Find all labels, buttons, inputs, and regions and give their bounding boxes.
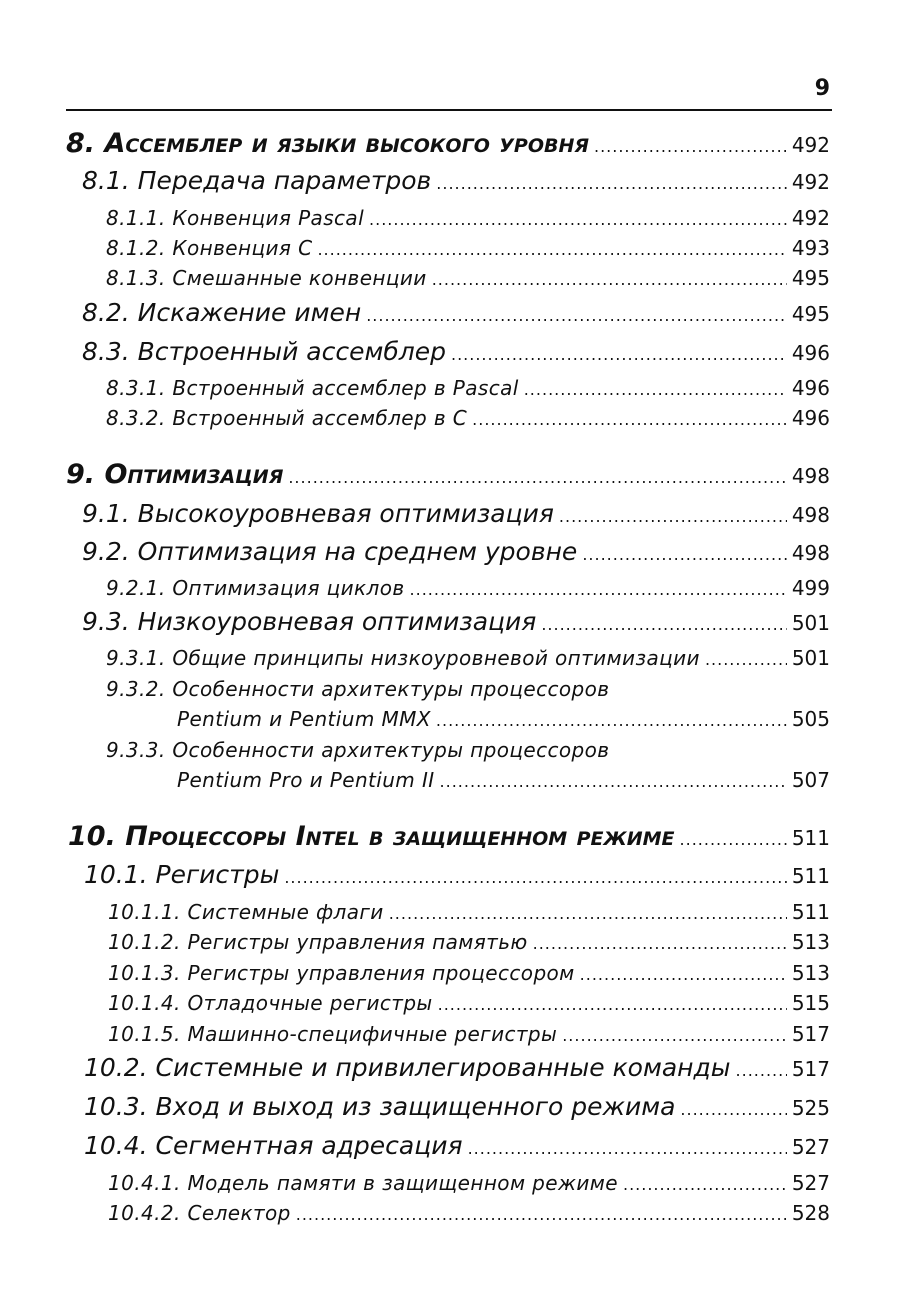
- section-title: 9.3. Низкоуровневая оптимизация: [82, 607, 537, 636]
- page-ref: 501: [791, 646, 830, 670]
- dot-leader: [524, 380, 787, 399]
- dot-leader: [432, 270, 787, 289]
- toc-chapter-8[interactable]: [66, 128, 830, 159]
- section-title: 10.4. Сегментная адресация: [84, 1131, 463, 1160]
- page-ref: 492: [791, 133, 830, 157]
- dot-leader: [366, 306, 787, 325]
- subsection-title: 8.1.2. Конвенция C: [106, 236, 313, 260]
- dot-leader: [580, 965, 787, 984]
- toc-subsection-9-3-3[interactable]: [177, 768, 830, 792]
- subsection-title: 9.3.1. Общие принципы низкоуровневой оптимизации: [106, 646, 700, 670]
- toc-subsection-9-2-1[interactable]: [106, 576, 830, 600]
- section-title: 8.3. Встроенный ассемблер: [82, 337, 446, 366]
- section-title: 10.2. Системные и привилегированные команды: [84, 1053, 731, 1082]
- chapter-title: Процессоры Intel в защищенном режиме: [125, 821, 675, 852]
- toc-chapter-10[interactable]: [68, 821, 830, 852]
- page-ref: 495: [791, 302, 830, 326]
- page-ref: 492: [791, 206, 830, 230]
- dot-leader: [451, 345, 787, 364]
- chapter-number: 9.: [66, 459, 96, 490]
- page-ref: 496: [791, 376, 830, 400]
- dot-leader: [582, 545, 787, 564]
- page-ref: 527: [791, 1171, 830, 1195]
- dot-leader: [389, 904, 787, 923]
- toc-section-10-4[interactable]: [84, 1131, 830, 1160]
- page-ref: 498: [791, 464, 830, 488]
- toc-subsection-8-3-1[interactable]: [106, 376, 830, 400]
- toc-section-9-3[interactable]: [82, 607, 830, 636]
- dot-leader: [436, 711, 787, 730]
- toc-subsection-10-1-2[interactable]: [108, 930, 830, 954]
- section-title: 9.1. Высокоуровневая оптимизация: [82, 499, 554, 528]
- page-ref: 528: [791, 1201, 830, 1225]
- page-ref: 496: [791, 341, 830, 365]
- header-rule: [66, 109, 832, 111]
- subsection-title: 10.4.1. Модель памяти в защищенном режиме: [108, 1171, 618, 1195]
- page-ref: 499: [791, 576, 830, 600]
- dot-leader: [541, 615, 786, 634]
- toc-section-10-3[interactable]: [84, 1092, 830, 1121]
- subsection-title: 10.4.2. Селектор: [108, 1201, 291, 1225]
- toc-subsection-10-1-3[interactable]: [108, 961, 830, 985]
- subsection-title: 8.3.1. Встроенный ассемблер в Pascal: [106, 376, 519, 400]
- dot-leader: [284, 868, 787, 887]
- toc-section-10-1[interactable]: [84, 860, 830, 889]
- page-ref: 498: [791, 503, 830, 527]
- dot-leader: [436, 174, 787, 193]
- toc-subsection-8-1-2[interactable]: [106, 236, 830, 260]
- subsection-title: 10.1.5. Машинно-специфичные регистры: [108, 1022, 558, 1046]
- toc-subsection-10-1-4[interactable]: [108, 991, 830, 1015]
- page-ref: 498: [791, 541, 830, 565]
- section-title: 8.2. Искажение имен: [82, 298, 362, 327]
- dot-leader: [623, 1175, 787, 1194]
- page-ref: 496: [791, 406, 830, 430]
- subsection-title: 10.1.4. Отладочные регистры: [108, 991, 433, 1015]
- page-ref: 525: [791, 1096, 830, 1120]
- toc-subsection-8-1-3[interactable]: [106, 266, 830, 290]
- chapter-number: 10.: [68, 821, 116, 852]
- toc-section-9-1[interactable]: [82, 499, 830, 528]
- section-title: 8.1. Передача параметров: [82, 166, 432, 195]
- chapter-title: Ассемблер и языки высокого уровня: [104, 128, 589, 159]
- subsection-title: 8.1.1. Конвенция Pascal: [106, 206, 365, 230]
- toc-section-9-2[interactable]: [82, 537, 830, 566]
- page-ref: 515: [791, 991, 830, 1015]
- toc-section-8-1[interactable]: [82, 166, 830, 195]
- dot-leader: [410, 580, 787, 599]
- subsection-title: 9.2.1. Оптимизация циклов: [106, 576, 405, 600]
- page-ref: 527: [791, 1135, 830, 1159]
- dot-leader: [705, 650, 787, 669]
- dot-leader: [533, 934, 787, 953]
- page-ref: 513: [791, 961, 830, 985]
- dot-leader: [288, 468, 786, 487]
- dot-leader: [468, 1139, 787, 1158]
- toc-subsection-9-3-1[interactable]: [106, 646, 830, 670]
- page-ref: 517: [791, 1022, 830, 1046]
- page-ref: 511: [791, 826, 830, 850]
- page-ref: 505: [791, 707, 830, 731]
- page-ref: 493: [791, 236, 830, 260]
- page-ref: 507: [791, 768, 830, 792]
- toc-section-10-2[interactable]: [84, 1053, 830, 1082]
- dot-leader: [317, 240, 786, 259]
- chapter-title: Оптимизация: [104, 459, 284, 490]
- chapter-number: 8.: [66, 128, 96, 159]
- dot-leader: [562, 1026, 787, 1045]
- page-ref: 513: [791, 930, 830, 954]
- subsection-title: 8.3.2. Встроенный ассемблер в C: [106, 406, 468, 430]
- subsection-title: 8.1.3. Смешанные конвенции: [106, 266, 427, 290]
- toc-subsection-10-1-5[interactable]: [108, 1022, 830, 1046]
- toc-subsection-8-3-2[interactable]: [106, 406, 830, 430]
- subsection-title: 10.1.2. Регистры управления памятью: [108, 930, 528, 954]
- dot-leader: [438, 995, 787, 1014]
- page-number: 9: [814, 76, 830, 101]
- subsection-title: Pentium и Pentium MMX: [177, 707, 431, 731]
- section-title: 10.1. Регистры: [84, 860, 280, 889]
- page-ref: 492: [791, 170, 830, 194]
- toc-subsection-10-4-2[interactable]: [108, 1201, 830, 1225]
- page-ref: 501: [791, 611, 830, 635]
- subsection-title: 10.1.3. Регистры управления процессором: [108, 961, 575, 985]
- toc-subsection-9-3-3-line1[interactable]: 9.3.3. Особенности архитектуры процессоров: [106, 738, 610, 762]
- toc-section-8-2[interactable]: [82, 298, 830, 327]
- page-ref: 495: [791, 266, 830, 290]
- dot-leader: [296, 1205, 787, 1224]
- dot-leader: [680, 830, 787, 849]
- dot-leader: [559, 507, 787, 526]
- dot-leader: [680, 1100, 786, 1119]
- section-title: 10.3. Вход и выход из защищенного режима: [84, 1092, 676, 1121]
- toc-section-8-3[interactable]: [82, 337, 830, 366]
- toc-subsection-10-1-1[interactable]: [108, 900, 830, 924]
- subsection-title: 10.1.1. Системные флаги: [108, 900, 384, 924]
- toc-subsection-9-3-2[interactable]: [177, 707, 830, 731]
- toc-subsection-10-4-1[interactable]: [108, 1171, 830, 1195]
- section-title: 9.2. Оптимизация на среднем уровне: [82, 537, 578, 566]
- subsection-title: Pentium Pro и Pentium II: [177, 768, 435, 792]
- dot-leader: [472, 410, 787, 429]
- dot-leader: [594, 137, 787, 156]
- dot-leader: [369, 210, 787, 229]
- page-ref: 511: [791, 900, 830, 924]
- dot-leader: [440, 772, 787, 791]
- dot-leader: [736, 1061, 787, 1080]
- page-ref: 517: [791, 1057, 830, 1081]
- toc-subsection-8-1-1[interactable]: [106, 206, 830, 230]
- toc-chapter-9[interactable]: [66, 459, 830, 490]
- toc-subsection-9-3-2-line1[interactable]: 9.3.2. Особенности архитектуры процессоров: [106, 677, 610, 701]
- page-ref: 511: [791, 864, 830, 888]
